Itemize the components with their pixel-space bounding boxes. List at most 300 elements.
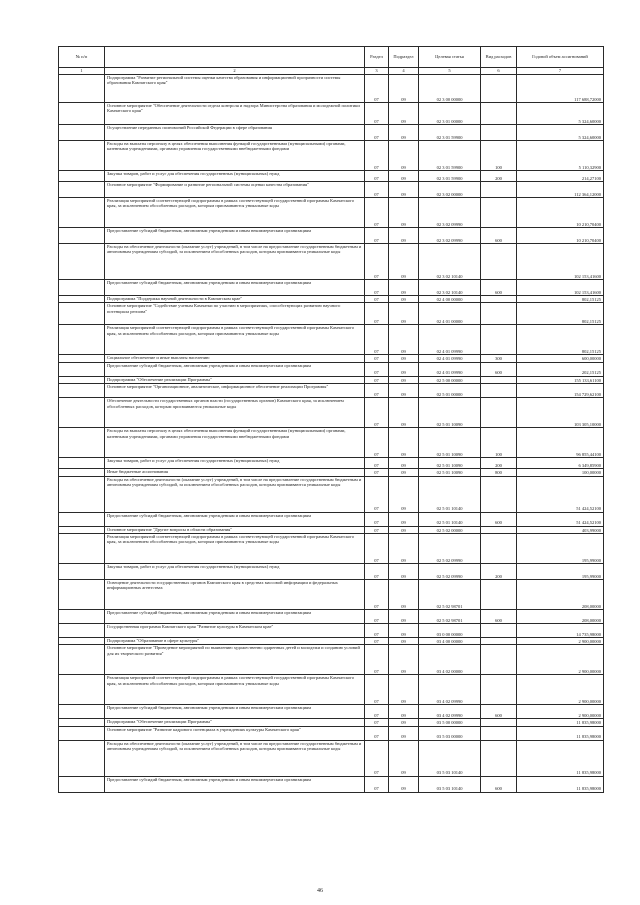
cell-vr — [481, 624, 517, 638]
cell-cs: 03 4 00 00000 — [419, 638, 481, 645]
cell-sum: 2 900,00000 — [517, 645, 604, 675]
budget-table — [58, 46, 604, 793]
cell-num — [59, 244, 105, 280]
cell-razd: 07 — [365, 705, 389, 719]
cell-num — [59, 512, 105, 526]
cell-podr: 09 — [389, 428, 419, 458]
cell-name: Подпрограмма "Развитие региональной системы оценки качества образования и информационной прозрачности системы образования Камчатского края" — [105, 75, 365, 103]
table-row — [59, 75, 604, 103]
cell-vr — [481, 719, 517, 726]
table-row — [59, 610, 604, 624]
cell-sum: 5 324,60000 — [517, 103, 604, 125]
column-number: 3 — [365, 68, 389, 75]
cell-sum: 10 210,70400 — [517, 198, 604, 228]
cell-sum: 802,15125 — [517, 303, 604, 325]
cell-name: Основное мероприятие "Развитие кадрового потенциала в учреждениях культуры Камчатского края" — [105, 726, 365, 740]
cell-name: Подпрограмма "Поддержка научной деятельности в Камчатском крае" — [105, 296, 365, 303]
cell-num — [59, 526, 105, 533]
table-row — [59, 458, 604, 469]
cell-sum: 155 133,61100 — [517, 376, 604, 383]
table-row — [59, 776, 604, 792]
column-number: 4 — [389, 68, 419, 75]
cell-name: Реализация мероприятий соответствующей подпрограммы в рамках соответствующей государственной программы Камчатского края, за исключением обособленных расходов, которым присваиваются уникальные коды — [105, 534, 365, 564]
cell-vr: 200 — [481, 458, 517, 469]
cell-vr — [481, 638, 517, 645]
cell-sum: 11 835,98000 — [517, 726, 604, 740]
cell-num — [59, 398, 105, 428]
cell-podr: 09 — [389, 645, 419, 675]
cell-razd: 07 — [365, 303, 389, 325]
cell-vr — [481, 198, 517, 228]
column-number: 5 — [419, 68, 481, 75]
cell-razd: 07 — [365, 526, 389, 533]
table-row — [59, 303, 604, 325]
cell-name: Предоставление субсидий бюджетным, автономным учреждениям и иным некоммерческим организациям — [105, 362, 365, 376]
cell-num — [59, 103, 105, 125]
cell-razd: 07 — [365, 296, 389, 303]
cell-vr: 600 — [481, 280, 517, 296]
cell-name: Основное мероприятие "Формирование и развитие региональной системы оценки качества образования" — [105, 182, 365, 198]
cell-razd: 07 — [365, 638, 389, 645]
header-row — [59, 47, 604, 68]
cell-razd: 07 — [365, 645, 389, 675]
cell-name: Основное мероприятие "Содействие ученым Камчатки по участию в мероприятиях, способствующих развитию научного потенциала региона" — [105, 303, 365, 325]
cell-razd: 07 — [365, 228, 389, 244]
cell-name: Закупка товаров, работ и услуг для обеспечения государственных (муниципальных) нужд — [105, 458, 365, 469]
cell-vr — [481, 675, 517, 705]
cell-podr: 09 — [389, 244, 419, 280]
table-row — [59, 564, 604, 580]
cell-podr: 09 — [389, 469, 419, 476]
cell-name: Закупка товаров, работ и услуг для обеспечения государственных (муниципальных) нужд — [105, 564, 365, 580]
table-row — [59, 645, 604, 675]
cell-vr — [481, 182, 517, 198]
cell-podr: 09 — [389, 610, 419, 624]
cell-vr — [481, 384, 517, 398]
cell-vr: 600 — [481, 610, 517, 624]
cell-name: Подпрограмма "Образование в сфере культуры" — [105, 638, 365, 645]
cell-vr: 100 — [481, 141, 517, 171]
cell-razd: 07 — [365, 171, 389, 182]
table-row — [59, 398, 604, 428]
cell-cs: 02 5 01 00000 — [419, 384, 481, 398]
cell-sum: 2 900,00000 — [517, 638, 604, 645]
cell-podr: 09 — [389, 280, 419, 296]
table-row — [59, 580, 604, 610]
cell-sum: 154 729,62100 — [517, 384, 604, 398]
cell-name: Осуществление переданных полномочий Российской Федерации в сфере образования — [105, 125, 365, 141]
cell-cs: 02 3 01 00000 — [419, 103, 481, 125]
cell-razd: 07 — [365, 376, 389, 383]
cell-podr: 09 — [389, 476, 419, 512]
cell-num — [59, 458, 105, 469]
cell-podr: 09 — [389, 376, 419, 383]
cell-vr — [481, 325, 517, 355]
cell-podr: 09 — [389, 675, 419, 705]
cell-name: Основное мероприятие "Организационное, аналитическое, информационное обеспечение реализации Программы" — [105, 384, 365, 398]
cell-razd: 07 — [365, 580, 389, 610]
table-row — [59, 526, 604, 533]
header-vr: Вид расходов — [481, 47, 517, 68]
cell-razd: 07 — [365, 362, 389, 376]
cell-podr: 09 — [389, 384, 419, 398]
header-razd: Раздел — [365, 47, 389, 68]
cell-vr — [481, 534, 517, 564]
cell-sum: 2 900,00000 — [517, 705, 604, 719]
table-row — [59, 355, 604, 362]
cell-name: Реализация мероприятий соответствующей подпрограммы в рамках соответствующей государственной программы Камчатского края, за исключением обособленных расходов, которым присваиваются уникальные коды — [105, 325, 365, 355]
cell-vr: 600 — [481, 705, 517, 719]
cell-podr: 09 — [389, 534, 419, 564]
cell-razd: 07 — [365, 534, 389, 564]
cell-sum: 11 835,98000 — [517, 740, 604, 776]
cell-razd: 07 — [365, 75, 389, 103]
cell-name: Предоставление субсидий бюджетным, автономным учреждениям и иным некоммерческим организациям — [105, 776, 365, 792]
cell-vr: 100 — [481, 428, 517, 458]
cell-num — [59, 428, 105, 458]
cell-num — [59, 564, 105, 580]
cell-sum: 112 364,12000 — [517, 182, 604, 198]
cell-num — [59, 362, 105, 376]
column-number-row — [59, 68, 604, 75]
cell-razd: 07 — [365, 624, 389, 638]
cell-cs: 03 5 03 10140 — [419, 776, 481, 792]
cell-num — [59, 740, 105, 776]
table-row — [59, 469, 604, 476]
cell-razd: 07 — [365, 355, 389, 362]
table-row — [59, 362, 604, 376]
column-number: 7 — [517, 68, 604, 75]
cell-name: Основное мероприятие "Обеспечение деятельности отдела контроля и надзора Министерства образования и молодежной политики Камчатского края" — [105, 103, 365, 125]
cell-sum: 2 900,00000 — [517, 675, 604, 705]
cell-vr — [481, 296, 517, 303]
cell-num — [59, 580, 105, 610]
cell-name: Предоставление субсидий бюджетным, автономным учреждениям и иным некоммерческим организациям — [105, 610, 365, 624]
cell-razd: 07 — [365, 469, 389, 476]
cell-podr: 09 — [389, 705, 419, 719]
cell-razd: 07 — [365, 512, 389, 526]
cell-num — [59, 75, 105, 103]
cell-razd: 07 — [365, 564, 389, 580]
header-podr: Подраздел — [389, 47, 419, 68]
cell-razd: 07 — [365, 719, 389, 726]
cell-num — [59, 705, 105, 719]
table-row — [59, 280, 604, 296]
table-body — [59, 75, 604, 793]
cell-num — [59, 726, 105, 740]
cell-razd: 07 — [365, 458, 389, 469]
cell-cs: 03 5 00 00000 — [419, 719, 481, 726]
cell-num — [59, 776, 105, 792]
cell-num — [59, 534, 105, 564]
cell-cs: 02 4 01 09990 — [419, 325, 481, 355]
cell-podr: 09 — [389, 719, 419, 726]
cell-sum: 11 835,98000 — [517, 776, 604, 792]
cell-sum: 51 424,52100 — [517, 476, 604, 512]
cell-num — [59, 355, 105, 362]
cell-name: Расходы на обеспечение деятельности (оказание услуг) учреждений, в том числе на предоставление государственным бюджетным и автономным учреждениям субсидий, за исключением обособленных расходов, которым присваиваются уникальные коды — [105, 244, 365, 280]
cell-vr: 600 — [481, 512, 517, 526]
cell-cs: 02 3 02 09990 — [419, 228, 481, 244]
cell-podr: 09 — [389, 726, 419, 740]
cell-name: Подпрограмма "Обеспечение реализации Программы" — [105, 719, 365, 726]
table-row — [59, 428, 604, 458]
cell-name: Реализация мероприятий соответствующей подпрограммы в рамках соответствующей государственной программы Камчатского края, за исключением обособленных расходов, которым присваиваются уникальные коды — [105, 675, 365, 705]
table-row — [59, 726, 604, 740]
table-row — [59, 384, 604, 398]
table-row — [59, 705, 604, 719]
cell-num — [59, 645, 105, 675]
table-row — [59, 638, 604, 645]
cell-name: Реализация мероприятий соответствующей подпрограммы в рамках соответствующей государственной программы Камчатского края, за исключением обособленных расходов, которым присваиваются уникальные коды — [105, 198, 365, 228]
cell-num — [59, 325, 105, 355]
cell-podr: 09 — [389, 512, 419, 526]
cell-sum: 14 735,98000 — [517, 624, 604, 638]
cell-vr — [481, 103, 517, 125]
cell-num — [59, 719, 105, 726]
cell-num — [59, 228, 105, 244]
cell-num — [59, 182, 105, 198]
cell-num — [59, 296, 105, 303]
table-row — [59, 624, 604, 638]
cell-sum: 103 305,10000 — [517, 398, 604, 428]
table-row — [59, 125, 604, 141]
table-row — [59, 296, 604, 303]
cell-sum: 802,15125 — [517, 325, 604, 355]
cell-podr: 09 — [389, 171, 419, 182]
cell-sum: 10 210,70400 — [517, 228, 604, 244]
cell-num — [59, 469, 105, 476]
cell-num — [59, 476, 105, 512]
cell-name: Освещение деятельности государственных органов Камчатского края в средствах массовой информации и федеральных информационных агентствах — [105, 580, 365, 610]
cell-name: Иные бюджетные ассигнования — [105, 469, 365, 476]
cell-cs: 02 5 01 10090 — [419, 428, 481, 458]
cell-podr: 09 — [389, 325, 419, 355]
table-row — [59, 171, 604, 182]
cell-podr: 09 — [389, 303, 419, 325]
cell-cs: 02 3 00 00000 — [419, 75, 481, 103]
column-number: 6 — [481, 68, 517, 75]
table-row — [59, 719, 604, 726]
cell-cs: 02 5 02 98701 — [419, 580, 481, 610]
cell-podr: 09 — [389, 362, 419, 376]
table-row — [59, 675, 604, 705]
cell-cs: 03 5 03 10140 — [419, 740, 481, 776]
budget-table-page — [58, 46, 603, 793]
cell-vr — [481, 580, 517, 610]
cell-name: Социальное обеспечение и иные выплаты населению — [105, 355, 365, 362]
cell-podr: 09 — [389, 564, 419, 580]
cell-sum: 195,99000 — [517, 534, 604, 564]
cell-sum: 102 153,41600 — [517, 244, 604, 280]
cell-cs: 02 5 01 10140 — [419, 512, 481, 526]
cell-sum: 208,00000 — [517, 610, 604, 624]
cell-razd: 07 — [365, 740, 389, 776]
table-row — [59, 376, 604, 383]
cell-podr: 09 — [389, 776, 419, 792]
cell-sum: 202,15125 — [517, 362, 604, 376]
cell-sum: 6 349,85900 — [517, 458, 604, 469]
cell-cs: 02 5 02 09990 — [419, 564, 481, 580]
cell-podr: 09 — [389, 458, 419, 469]
cell-name: Основное мероприятие "Другие вопросы в области образования" — [105, 526, 365, 533]
cell-sum: 195,99000 — [517, 564, 604, 580]
cell-sum: 51 424,52100 — [517, 512, 604, 526]
cell-podr: 09 — [389, 398, 419, 428]
cell-razd: 07 — [365, 280, 389, 296]
cell-vr: 300 — [481, 355, 517, 362]
cell-razd: 07 — [365, 476, 389, 512]
cell-cs: 02 3 02 09990 — [419, 198, 481, 228]
cell-cs: 02 5 02 98701 — [419, 610, 481, 624]
cell-cs: 02 4 01 00000 — [419, 303, 481, 325]
cell-vr: 200 — [481, 564, 517, 580]
cell-vr — [481, 75, 517, 103]
cell-name: Предоставление субсидий бюджетным, автономным учреждениям и иным некоммерческим организациям — [105, 705, 365, 719]
cell-razd: 07 — [365, 182, 389, 198]
cell-vr — [481, 244, 517, 280]
cell-name: Государственная программа Камчатского края "Развитие культуры в Камчатском крае" — [105, 624, 365, 638]
cell-name: Закупка товаров, работ и услуг для обеспечения государственных (муниципальных) нужд — [105, 171, 365, 182]
cell-sum: 802,15125 — [517, 296, 604, 303]
cell-cs: 02 4 01 09990 — [419, 362, 481, 376]
cell-cs: 02 5 02 00000 — [419, 526, 481, 533]
cell-name: Расходы на выплаты персоналу в целях обеспечения выполнения функций государственными (муниципальными) органами, казенными учреждениями, органами управления государственными внебюджетными фондами — [105, 428, 365, 458]
cell-num — [59, 171, 105, 182]
cell-vr — [481, 740, 517, 776]
cell-cs: 02 4 01 09990 — [419, 355, 481, 362]
cell-sum: 117 688,72000 — [517, 75, 604, 103]
cell-podr: 09 — [389, 638, 419, 645]
cell-sum: 5 110,32900 — [517, 141, 604, 171]
cell-sum: 208,00000 — [517, 580, 604, 610]
table-row — [59, 198, 604, 228]
table-row — [59, 534, 604, 564]
cell-num — [59, 624, 105, 638]
cell-sum: 100,00000 — [517, 469, 604, 476]
cell-cs: 02 3 02 10140 — [419, 280, 481, 296]
cell-cs: 02 5 01 10140 — [419, 476, 481, 512]
table-row — [59, 141, 604, 171]
cell-razd: 07 — [365, 141, 389, 171]
cell-vr: 200 — [481, 171, 517, 182]
cell-sum: 11 835,98000 — [517, 719, 604, 726]
cell-name: Обеспечение деятельности государственных органов власти (государственных органов) Камчатского края, за исключением обособленных расходов, которым присваиваются уникальные коды — [105, 398, 365, 428]
cell-podr: 09 — [389, 141, 419, 171]
cell-cs: 03 4 02 00000 — [419, 645, 481, 675]
table-row — [59, 182, 604, 198]
table-row — [59, 228, 604, 244]
cell-podr: 09 — [389, 75, 419, 103]
column-number: 1 — [59, 68, 105, 75]
cell-razd: 07 — [365, 244, 389, 280]
cell-podr: 09 — [389, 526, 419, 533]
cell-vr — [481, 125, 517, 141]
cell-podr: 09 — [389, 198, 419, 228]
cell-vr: 600 — [481, 228, 517, 244]
cell-num — [59, 280, 105, 296]
cell-razd: 07 — [365, 776, 389, 792]
table-row — [59, 740, 604, 776]
cell-razd: 07 — [365, 325, 389, 355]
cell-sum: 403,99000 — [517, 526, 604, 533]
cell-sum: 600,00000 — [517, 355, 604, 362]
cell-cs: 03 4 02 09990 — [419, 675, 481, 705]
cell-cs: 02 3 01 59900 — [419, 141, 481, 171]
cell-cs: 02 5 00 00000 — [419, 376, 481, 383]
cell-cs: 02 5 01 10090 — [419, 458, 481, 469]
cell-podr: 09 — [389, 740, 419, 776]
cell-razd: 07 — [365, 198, 389, 228]
cell-num — [59, 638, 105, 645]
cell-num — [59, 141, 105, 171]
cell-cs: 02 4 00 00000 — [419, 296, 481, 303]
cell-cs: 03 5 03 00000 — [419, 726, 481, 740]
cell-cs: 03 0 00 00000 — [419, 624, 481, 638]
cell-vr — [481, 303, 517, 325]
cell-name: Основное мероприятие "Проведение мероприятий по выявлению художественно одаренных детей и молодежи и созданию условий для их творческого развития" — [105, 645, 365, 675]
cell-podr: 09 — [389, 182, 419, 198]
cell-vr: 600 — [481, 362, 517, 376]
cell-razd: 07 — [365, 675, 389, 705]
cell-podr: 09 — [389, 580, 419, 610]
cell-name: Расходы на обеспечение деятельности (оказание услуг) учреждений, в том числе на предоставление государственным бюджетным и автономным учреждениям субсидий, за исключением обособленных расходов, которым присваиваются уникальные коды — [105, 476, 365, 512]
table-row — [59, 325, 604, 355]
cell-num — [59, 376, 105, 383]
cell-num — [59, 384, 105, 398]
cell-vr — [481, 398, 517, 428]
cell-num — [59, 303, 105, 325]
cell-name: Предоставление субсидий бюджетным, автономным учреждениям и иным некоммерческим организациям — [105, 512, 365, 526]
cell-num — [59, 198, 105, 228]
header-num: № п/п — [59, 47, 105, 68]
cell-podr: 09 — [389, 296, 419, 303]
table-row — [59, 103, 604, 125]
cell-sum: 5 324,60000 — [517, 125, 604, 141]
cell-razd: 07 — [365, 428, 389, 458]
header-name — [105, 47, 365, 68]
column-number: 2 — [105, 68, 365, 75]
cell-num — [59, 125, 105, 141]
cell-razd: 07 — [365, 103, 389, 125]
cell-razd: 07 — [365, 610, 389, 624]
cell-num — [59, 675, 105, 705]
cell-cs: 02 3 02 10140 — [419, 244, 481, 280]
cell-razd: 07 — [365, 384, 389, 398]
cell-cs: 02 5 01 10090 — [419, 469, 481, 476]
table-row — [59, 244, 604, 280]
page-number: 46 — [317, 888, 323, 894]
cell-cs: 02 3 01 59900 — [419, 125, 481, 141]
cell-num — [59, 610, 105, 624]
cell-vr — [481, 726, 517, 740]
cell-name: Предоставление субсидий бюджетным, автономным учреждениям и иным некоммерческим организациям — [105, 228, 365, 244]
cell-vr — [481, 476, 517, 512]
cell-name: Подпрограмма "Обеспечение реализации Программы" — [105, 376, 365, 383]
cell-vr — [481, 526, 517, 533]
cell-razd: 07 — [365, 125, 389, 141]
cell-cs: 02 5 02 09990 — [419, 534, 481, 564]
cell-sum: 96 855,44100 — [517, 428, 604, 458]
cell-cs: 02 3 02 00000 — [419, 182, 481, 198]
cell-name: Предоставление субсидий бюджетным, автономным учреждениям и иным некоммерческим организациям — [105, 280, 365, 296]
cell-name: Расходы на выплаты персоналу в целях обеспечения выполнения функций государственными (муниципальными) органами, казенными учреждениями, органами управления государственными внебюджетными фондами — [105, 141, 365, 171]
cell-cs: 02 5 01 10090 — [419, 398, 481, 428]
cell-podr: 09 — [389, 125, 419, 141]
cell-cs: 03 4 02 09990 — [419, 705, 481, 719]
table-row — [59, 512, 604, 526]
cell-vr: 800 — [481, 469, 517, 476]
